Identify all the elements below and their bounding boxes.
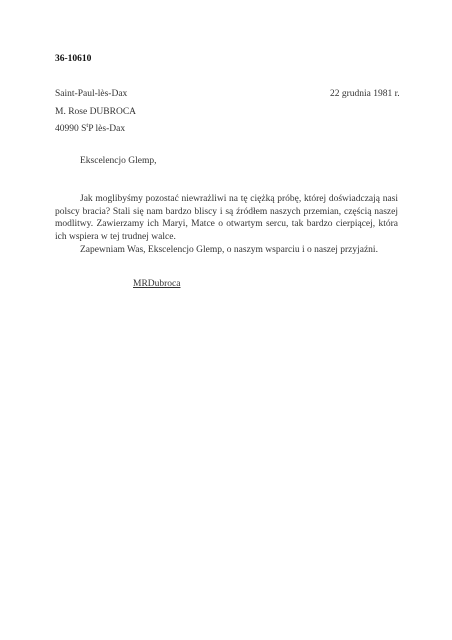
sender-address	[55, 121, 126, 134]
sender-name: M. Rose DUBROCA	[55, 107, 137, 117]
salutation: Ekscelencjo Glemp,	[80, 156, 157, 166]
document-reference: 36-10610	[55, 54, 92, 64]
place-of-writing: Saint-Paul-lès-Dax	[55, 89, 128, 99]
signature: MRDubroca	[133, 279, 181, 289]
letter-date: 22 grudnia 1981 r.	[330, 89, 400, 99]
body-paragraph-1: Jak moglibyśmy pozostać niewrażliwi na tę ciężką próbę, której doświadczają nasi polscy bracia? Stali się nam bardzo bliscy i są źródłem naszych przemian, częścią naszej modlitwy. Zawierzamy ich Maryi, Matce o otwartym sercu, tak bardzo cierpiącej, która ich wspiera w tej trudnej walce.	[55, 194, 398, 242]
address-prefix: 40990 S	[55, 124, 87, 134]
address-rest: P lès-Dax	[88, 124, 126, 134]
address-superscript: t	[86, 121, 89, 129]
body-paragraph-2: Zapewniam Was, Ekscelencjo Glemp, o naszym wsparciu i o naszej przyjaźni.	[80, 245, 378, 255]
